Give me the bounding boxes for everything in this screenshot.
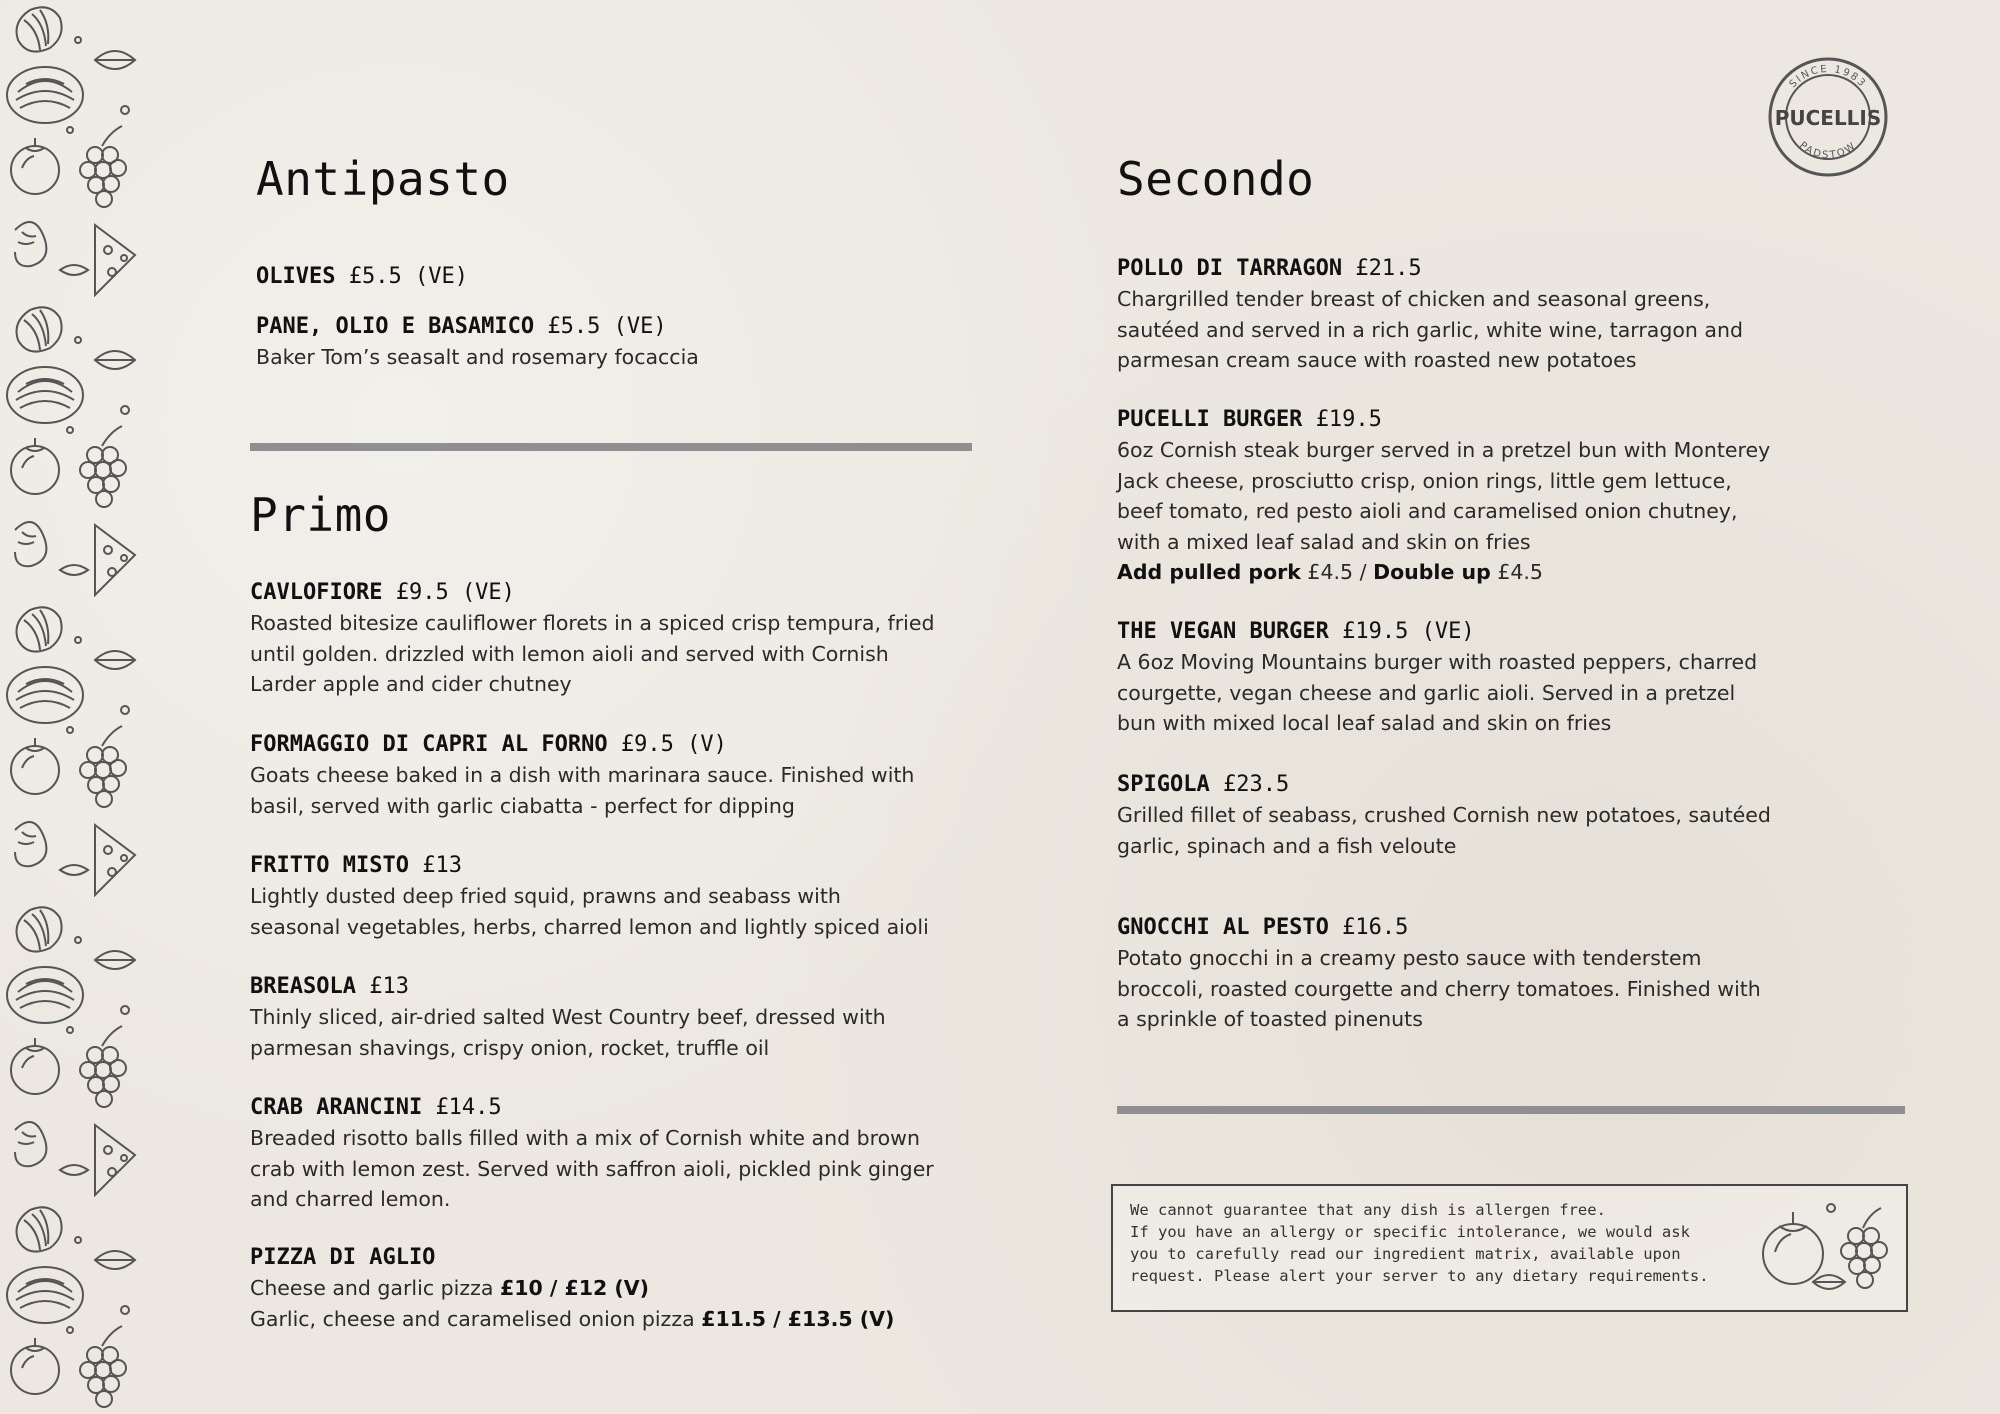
menu-item-fritto-misto [250,851,970,942]
item-price: £14.5 [435,1095,502,1120]
food-sketch-pattern [0,0,148,1414]
item-diet-tag: (VE) [1421,619,1475,644]
item-description: Grilled fillet of seabass, crushed Cornish new potatoes, sautéed garlic, spinach and a fish veloute [1117,803,1771,858]
menu-item-pucelli-burger [1117,405,1837,588]
menu-item-pane-olio [256,312,976,373]
item-name: THE VEGAN BURGER [1117,619,1329,644]
burger-addons [1117,557,1837,588]
item-price: £13 [422,853,462,878]
pizza-option-label: Garlic, cheese and caramelised onion pizza [250,1306,695,1331]
addon-label: Add pulled pork [1117,560,1301,584]
item-price: £13 [369,974,409,999]
section-divider [250,443,972,451]
svg-text:PADSTOW [1797,140,1859,161]
item-name: POLLO DI TARRAGON [1117,256,1343,281]
item-name: FRITTO MISTO [250,853,409,878]
item-name: OLIVES [256,264,336,289]
pizza-option-price: £10 / £12 (V) [499,1276,650,1300]
item-price: £19.5 [1315,407,1382,432]
item-diet-tag: (VE) [461,580,515,605]
addon-label: Double up [1373,560,1491,584]
item-name: CRAB ARANCINI [250,1095,423,1120]
item-diet-tag: (V) [687,732,727,757]
menu-item-pizza-di-aglio [250,1243,970,1334]
item-price: £23.5 [1222,772,1290,797]
item-description: Baker Tom’s seasalt and rosemary focaccia [256,345,699,369]
item-name: BREASOLA [250,974,356,999]
pizza-option-label: Cheese and garlic pizza [250,1276,494,1300]
menu-item-gnocchi [1117,913,1837,1035]
item-price: £19.5 [1342,619,1409,644]
section-divider [1117,1106,1905,1114]
antipasto-title: Antipasto [256,152,510,206]
item-description: Potato gnocchi in a creamy pesto sauce with tenderstem broccoli, roasted courgette and cherry tomatoes. Finished with a sprinkle of toasted pinenuts [1117,946,1761,1031]
item-price: £5.5 [547,314,601,339]
addon-separator: / [1359,560,1367,584]
item-price: £21.5 [1355,256,1422,281]
tomato-grapes-icon [1753,1196,1893,1302]
item-name: CAVLOFIORE [250,580,383,605]
item-name: PIZZA DI AGLIO [250,1245,436,1270]
menu-item-vegan-burger [1117,617,1837,739]
primo-title: Primo [250,488,391,542]
allergen-notice [1111,1184,1908,1312]
item-description: Goats cheese baked in a dish with marinara sauce. Finished with basil, served with garlic ciabatta - perfect for dipping [250,763,915,818]
logo-bottom-text: PADSTOW [1797,139,1859,162]
pucellis-logo [1765,54,1891,180]
item-name: PANE, OLIO E BASAMICO [256,314,535,339]
item-description: A 6oz Moving Mountains burger with roasted peppers, charred courgette, vegan cheese and garlic aioli. Served in a pretzel bun with mixed local leaf salad and skin on fries [1117,650,1758,735]
item-price: £5.5 [348,264,402,289]
item-name: GNOCCHI AL PESTO [1117,915,1329,940]
secondo-title: Secondo [1117,152,1315,206]
item-name: SPIGOLA [1117,772,1210,797]
allergen-notice-text: We cannot guarantee that any dish is allergen free. If you have an allergy or specific intolerance, we would ask you to carefully read our ingredient matrix, available upon request. Please alert your server to any dietary requirements. [1130,1201,1709,1285]
logo-name: PUCELLIS [1774,106,1882,130]
item-diet-tag: (VE) [414,264,468,289]
item-diet-tag: (VE) [613,314,667,339]
menu-item-crab-arancini [250,1093,970,1215]
item-name: PUCELLI BURGER [1117,407,1303,432]
addon-price: £4.5 [1307,560,1354,584]
item-price: £9.5 [620,732,674,757]
item-description: Chargrilled tender breast of chicken and seasonal greens, sautéed and served in a rich garlic, white wine, tarragon and parmesan cream sauce with roasted new potatoes [1117,287,1744,372]
item-description: Thinly sliced, air-dried salted West Country beef, dressed with parmesan shavings, crispy onion, rocket, truffle oil [250,1005,886,1060]
item-description: 6oz Cornish steak burger served in a pretzel bun with Monterey Jack cheese, prosciutto crisp, onion rings, little gem lettuce, beef tomato, red pesto aioli and caramelised onion chutney, with a mixed leaf salad and skin on fries [1117,438,1771,554]
item-name: FORMAGGIO DI CAPRI AL FORNO [250,732,608,757]
menu-item-spigola [1117,770,1837,861]
item-description: Lightly dusted deep fried squid, prawns and seabass with seasonal vegetables, herbs, charred lemon and lightly spiced aioli [250,884,929,939]
pizza-option-price: £11.5 / £13.5 (V) [701,1306,895,1331]
item-description: Breaded risotto balls filled with a mix of Cornish white and brown crab with lemon zest. Served with saffron aioli, pickled pink ginger and charred lemon. [250,1126,934,1211]
menu-item-cavlofiore [250,578,970,700]
addon-price: £4.5 [1497,560,1543,584]
pizza-option [250,1304,970,1335]
menu-item-formaggio [250,730,970,821]
item-price: £16.5 [1342,915,1409,940]
menu-item-breasola [250,972,970,1063]
menu-item-olives [256,262,976,292]
item-price: £9.5 [395,580,449,605]
pizza-option [250,1273,970,1304]
logo-top-text: SINCE 1983 [1787,63,1869,91]
item-description: Roasted bitesize cauliflower florets in a spiced crisp tempura, fried until golden. drizzled with lemon aioli and served with Cornish Larder apple and cider chutney [250,611,935,696]
menu-item-pollo [1117,254,1837,376]
